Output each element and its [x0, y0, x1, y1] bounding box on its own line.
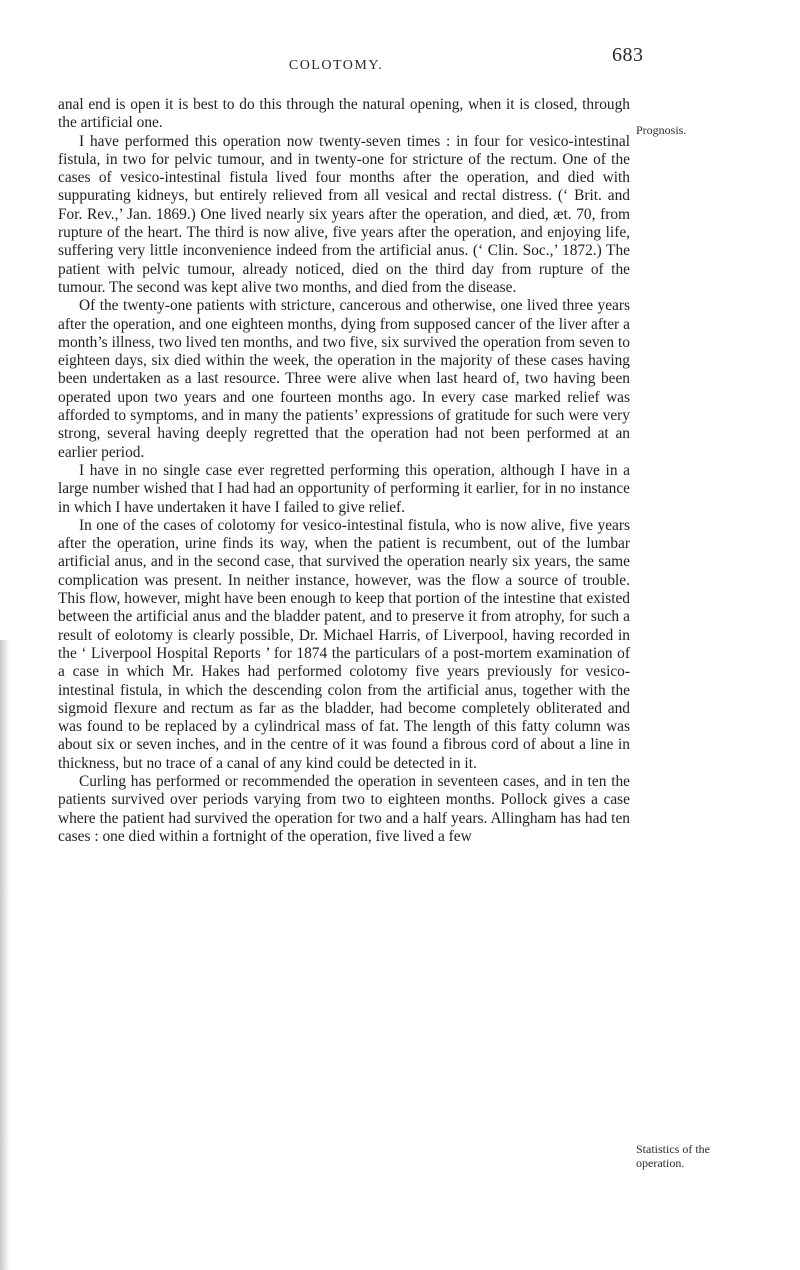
margin-note-statistics: Statistics of the operation.	[636, 1142, 710, 1170]
page-number: 683	[612, 44, 644, 66]
paragraph: I have in no single case ever regretted performing this operation, although I have in a large number wished that I had had an opportunity of performing it earlier, for in no instance in which I have undertaken it have I failed to give relief.	[58, 461, 630, 516]
paragraph: Curling has performed or recommended the operation in seventeen cases, and in ten the patients survived over periods varying from two to eighteen months. Pollock gives a case where the patient had survived the operation for two and a half years. Allingham has had ten cases : one died within a fortnight of the operation, five lived a few	[58, 772, 630, 845]
body-text	[58, 96, 630, 846]
page-header	[0, 44, 800, 80]
binding-shadow	[0, 640, 10, 1270]
paragraph: Of the twenty-one patients with stricture, cancerous and otherwise, one lived three years after the operation, and one eighteen months, dying from supposed cancer of the liver after a month’s illness, two lived ten months, and two five, six survived the operation from seven to eighteen days, six died within the week, the operation in the majority of these cases having been undertaken as a last resource. Three were alive when last heard of, two having been operated upon two years and one fourteen months ago. In every case marked relief was afforded to symptoms, and in many the patients’ expressions of gratitude for such were very strong, several having deeply regretted that the operation had not been performed at an earlier period.	[58, 297, 630, 461]
paragraph: I have performed this operation now twenty-seven times : in four for vesico-intestinal fistula, in two for pelvic tumour, and in twenty-one for stricture of the rectum. One of the cases of vesico-intestinal fistula lived four months after the operation, and died with suppurating kidneys, but entirely relieved from all vesical and rectal distress. (‘ Brit. and For. Rev.,’ Jan. 1869.) One lived nearly six years after the operation, and died, æt. 70, from rupture of the heart. The third is now alive, five years after the operation, and enjoying life, suffering very little inconvenience indeed from the artificial anus. (‘ Clin. Soc.,’ 1872.) The patient with pelvic tumour, already noticed, died on the third day from rupture of the tumour. The second was kept alive two months, and died from the disease.	[58, 132, 630, 296]
paragraph: In one of the cases of colotomy for vesico-intestinal fistula, who is now alive, five years after the operation, urine finds its way, when the patient is recumbent, out of the lumbar artificial anus, and in the second case, that survived the operation nearly six years, the same complication was present. In neither instance, however, was the flow a source of trouble. This flow, however, might have been enough to keep that portion of the intestine that existed between the artificial anus and the bladder patent, and to preserve it from atrophy, for such a result of eolotomy is clearly possible, Dr. Michael Harris, of Liverpool, having recorded in the ‘ Liverpool Hospital Reports ’ for 1874 the particulars of a post-mortem examination of a case in which Mr. Hakes had performed colotomy five years previously for vesico-intestinal fistula, in which the descending colon from the artificial anus, together with the sigmoid flexure and rectum as far as the bladder, had become completely obliterated and was found to be replaced by a cylindrical mass of fat. The length of this fatty column was about six or seven inches, and in the centre of it was found a fibrous cord of about a line in thickness, but no trace of a canal of any kind could be detected in it.	[58, 516, 630, 772]
margin-note-prognosis: Prognosis.	[636, 123, 687, 137]
paragraph: anal end is open it is best to do this through the natural opening, when it is closed, through the artificial one.	[58, 96, 630, 132]
running-title: COLOTOMY.	[288, 58, 384, 73]
